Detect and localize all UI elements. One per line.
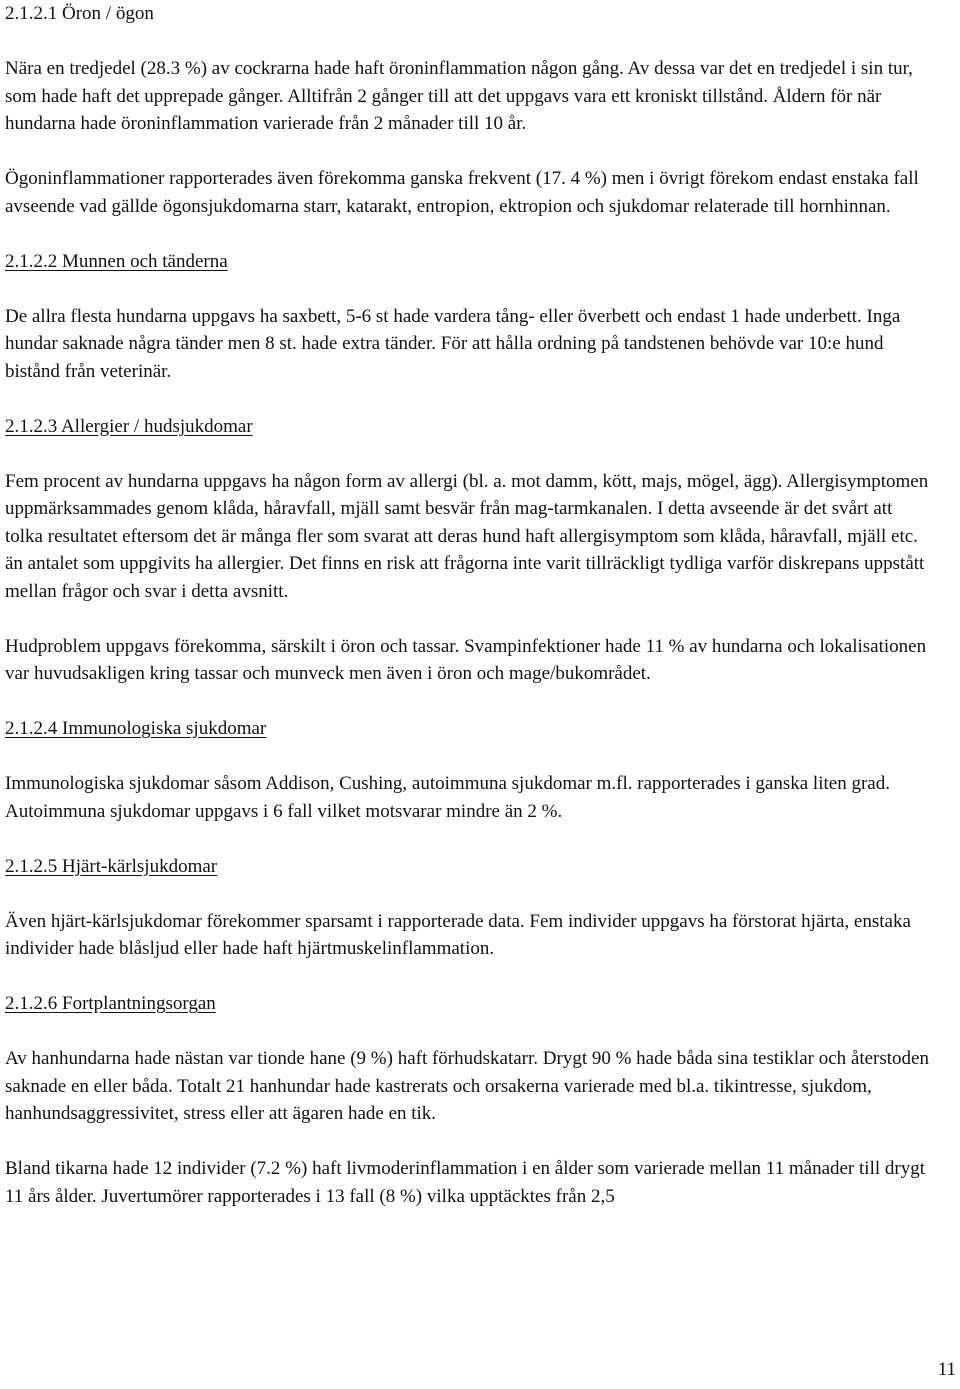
paragraph: Ögoninflammationer rapporterades även förekomma ganska frekvent (17. 4 %) men i övrigt förekom endast enstaka fall avseende vad gällde ögonsjukdomarna starr, katarakt, entropion, ektropion och sjukdomar relaterade till hornhinnan. <box>5 168 919 217</box>
paragraph: De allra flesta hundarna uppgavs ha saxbett, 5-6 st hade vardera tång- eller överbett och endast 1 hade underbett. Inga hundar saknade några tänder men 8 st. hade extra tänder. För att hålla ordning på tandstenen behövde var 10:e hund bistånd från veterinär. <box>5 305 901 382</box>
section-heading-oron-ogon: 2.1.2.1 Öron / ögon <box>5 3 154 24</box>
section-heading-fortplantning: 2.1.2.6 Fortplantningsorgan <box>5 993 216 1014</box>
section-heading-munnen: 2.1.2.2 Munnen och tänderna <box>5 250 228 272</box>
section-heading-hjart-karl: 2.1.2.5 Hjärt-kärlsjukdomar <box>5 855 218 877</box>
paragraph: Immunologiska sjukdomar såsom Addison, Cushing, autoimmuna sjukdomar m.fl. rapporterades i ganska liten grad. Autoimmuna sjukdomar uppgavs i 6 fall vilket motsvarar mindre än 2 %. <box>5 773 890 822</box>
paragraph: Fem procent av hundarna uppgavs ha någon form av allergi (bl. a. mot damm, kött, majs, mögel, ägg). Allergisymptomen uppmärksammades genom klåda, håravfall, mjäll samt besvär från mag-tarmkanalen. I detta avseende är det svårt att tolka resultatet eftersom det är många fler som svarat att deras hund haft allergisymptom som klåda, håravfall, mjäll etc. än antalet som uppgivits ha allergier. Det finns en risk att frågorna inte varit tillräckligt tydliga varför diskrepans uppstått mellan frågor och svar i detta avsnitt. <box>5 470 929 602</box>
page-number: 11 <box>937 1359 956 1380</box>
paragraph: Även hjärt-kärlsjukdomar förekommer sparsamt i rapporterade data. Fem individer uppgavs ha förstorat hjärta, enstaka individer hade blåsljud eller hade haft hjärtmuskelinflammation. <box>5 910 911 959</box>
paragraph: Av hanhundarna hade nästan var tionde hane (9 %) haft förhudskatarr. Drygt 90 % hade båda sina testiklar och återstoden saknade en eller båda. Totalt 21 hanhundar hade kastrerats och orsakerna varierade med bl.a. tikintresse, sjukdom, hanhundsaggressivitet, stress eller att ägaren hade en tik. <box>5 1048 929 1124</box>
section-heading-allergier: 2.1.2.3 Allergier / hudsjukdomar <box>5 415 253 437</box>
paragraph: Bland tikarna hade 12 individer (7.2 %) haft livmoderinflammation i en ålder som varierade mellan 11 månader till drygt 11 års ålder. Juvertumörer rapporterades i 13 fall (8 %) vilka upptäcktes från 2,5 <box>5 1158 925 1207</box>
section-heading-immunologiska: 2.1.2.4 Immunologiska sjukdomar <box>5 718 267 739</box>
paragraph: Nära en tredjedel (28.3 %) av cockrarna hade haft öroninflammation någon gång. Av dessa var det en tredjedel i sin tur, som hade haft det upprepade gånger. Alltifrån 2 gånger till att det uppgavs vara ett kroniskt tillstånd. Åldern för när hundarna hade öroninflammation varierade från 2 månader till 10 år. <box>5 58 913 134</box>
paragraph: Hudproblem uppgavs förekomma, särskilt i öron och tassar. Svampinfektioner hade 11 % av hundarna och lokalisationen var huvudsakligen kring tassar och munveck men även i öron och mage/bukområdet. <box>5 635 927 684</box>
